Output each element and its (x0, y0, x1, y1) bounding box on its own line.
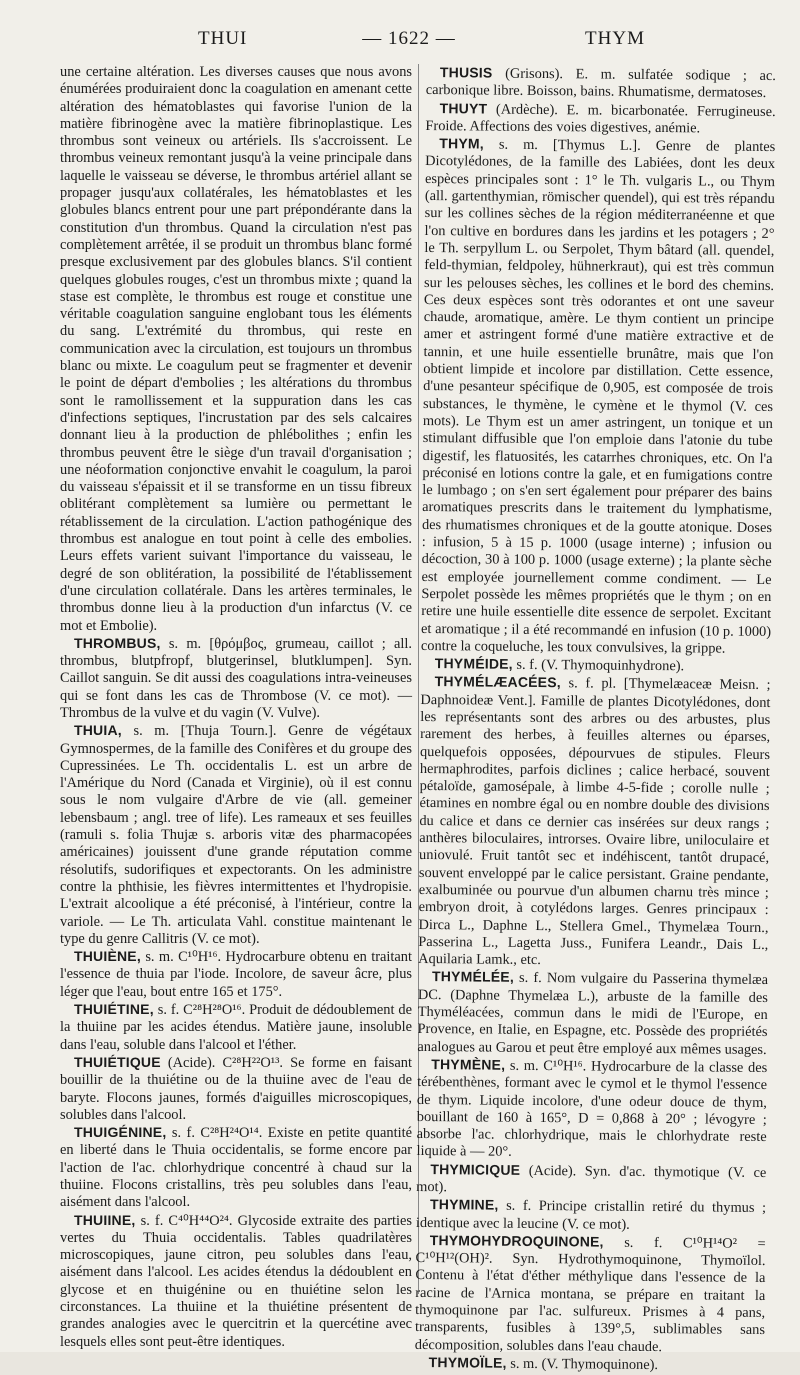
entry-headword: THUIÉTIQUE (74, 1053, 161, 1070)
entry-headword: THROMBUS, (74, 634, 161, 651)
entry-thuietique (60, 1054, 412, 1124)
page-header (58, 28, 760, 58)
header-right-guideword: THYM (585, 28, 645, 49)
entry-text: (Acide). C²⁸H²²O¹³. Se forme en faisant bouillir de la thuiétine ou de la thuiine avec de l'eau de baryte. Flocons jaunes, formés d'aiguilles microscopiques, solubles dans l'alcool. (60, 1054, 412, 1123)
entry-thuiene (60, 948, 412, 1001)
entry-headword: THYMÉLÆACÉES, (434, 673, 561, 691)
entry-text: s. f. Principe cristallin retiré du thymus ; identique avec la leucine (V. ce mot). (415, 1197, 767, 1233)
right-column (414, 64, 776, 1374)
entry-headword: THYMINE, (429, 1196, 499, 1213)
entry-headword: THUYT (439, 99, 488, 117)
entry-text: s. m. [Thuja Tourn.]. Genre de végétaux Gymnospermes, de la famille des Conifères et du groupe des Cupressinées. Le Th. occidentalis L. est un arbre de l'Amérique du Nord (Canada et Virginie), où il est connu sous le nom vulgaire d'Arbre de vie (all. gemeiner lebensbaum ; angl. tree of life). Les rameaux et ses feuilles (ramuli s. folia Thujæ s. arboris vitæ des pharmacopées américaines) jouissent d'une grande réputation comme résolutifs, sudorifiques et expectorants. On les administre contre la phthisie, les fièvres intermittentes et l'hydropisie. L'extrait alcoolique a été préconisé, à l'intérieur, contre la variole. — Le Th. articulata Vahl. constitue maintenant le type du genre Callitris (V. ce mot). (60, 723, 412, 947)
entry-text: s. f. C²⁸H²⁸O¹⁶. Produit de dédoublement de la thuiine par les acides étendus. Matière jaune, insoluble dans l'eau, soluble dans l'alcool et l'éther. (60, 1002, 412, 1053)
header-left-guideword: THUI (198, 28, 248, 49)
entry-text: s. m. (V. Thymoquinone). (506, 1355, 659, 1374)
entry-text: s. m. C¹⁰H¹⁶. Hydrocarbure obtenu en traitant l'essence de thuia par l'iode. Incolore, de saveur âcre, plus léger que l'eau, bout entre 165 et 175°. (60, 949, 412, 1000)
entry-headword: THUIINE, (74, 1211, 136, 1228)
entry-text: une certaine altération. Les diverses causes que nous avons énumérées produiraient donc la coagulation en amenant cette altération des hématoblastes qui favorise l'union de la matière fibrinogène avec la matière fibrinoplastique. Les thrombus sont veineux ou artériels. Ils s'accroissent. Le thrombus veineux remontant jusqu'à la veine principale dans laquelle le vaisseau se déverse, le thrombus artériel allant se propager jusqu'aux collatérales, les hématoblastes et les globules blancs entrent pour une part prépondérante dans la constitution d'un thrombus. Quand la circulation n'est pas complètement arrêtée, il se produit un thrombus blanc formé presque exclusivement par des globules blancs. S'il contient quelques globules rouges, c'est un thrombus mixte ; quand la stase est complète, le thrombus est rouge et constitue une véritable coagulation sanguine englobant tous les éléments du sang. L'extrémité du thrombus, qui reste en communication avec la circulation, est toujours un thrombus blanc ou mixte. Le coagulum peut se fragmenter et devenir le point de départ d'embolies ; les altérations du thrombus sont le ramollissement et la suppuration dans les cas d'infections septiques, l'incrustation par des sels calcaires donnant lieu à la production de phlébolithes ; enfin les thrombus peuvent être le siège d'un travail d'organisation ; une néoformation conjonctive envahit le coagulum, la paroi du vaisseau s'épaissit et il se transforme en un tissu fibreux oblitérant complètement sa lumière ou permettant le rétablissement de la circulation. L'action pathogénique des thrombus est analogue en tout point à celle des embolies. Leurs effets varient suivant l'importance du vaisseau, le degré de son oblitération, la possibilité de l'établissement d'une circulation collatérale. Dans les artères terminales, le thrombus donne lieu à la production d'un infarctus (V. ce mot et Embolie). (60, 64, 413, 634)
entry-thymicique (416, 1161, 766, 1200)
entry-headword: THYMOHYDROQUINONE, (429, 1231, 604, 1250)
entry-thuigenine (60, 1124, 412, 1211)
entry-thymelee (417, 968, 768, 1059)
entry-text: s. f. C²⁸H²⁴O¹⁴. Existe en petite quantité en liberté dans le Thuia occidentalis, se forme encore par l'action de l'ac. chlorhydrique concentré à chaud sur la thuiine. Flocons cristallins, très peu solubles dans l'eau, aisément dans l'alcool. (60, 1125, 412, 1211)
entry-thuiine (60, 1212, 412, 1351)
entry-headword: THUSIS (439, 64, 493, 81)
entry-headword: THYMOÏLE, (428, 1354, 507, 1371)
entry-text: s. f. pl. [Thymelæaceæ Meisn. ; Daphnoideæ Vent.]. Famille de plantes Dicotylédones, dont les représentants sont des arbres ou des arbustes, plus rarement des herbes, à feuilles alternes ou éparses, quelquefois opposées, dépourvues de stipules. Fleurs hermaphrodites, parfois diclines ; calice herbacé, souvent pétaloïde, gamosépale, à limbe 4-5-fide ; corolle nulle ; étamines en nombre égal ou en nombre double des divisions du calice et dans ce dernier cas insérées sur deux rangs ; anthères biloculaires, introrses. Ovaire libre, uniloculaire et uniovulé. Fruit tantôt sec et indéhiscent, tantôt drupacé, souvent enveloppé par le calice persistant. Graine pendante, exalbuminée ou pourvue d'un albumen charnu très mince ; embryon droit, à cotylédons larges. Genres principaux : Dirca L., Daphne L., Stellera Gmel., Thymelæa Tourn., Passerina L., Lagetta Juss., Funifera Leandr., Dais L., Aquilaria Lamk., etc. (418, 675, 771, 969)
entry-text: s. m. C¹⁰H¹⁶. Hydrocarbure de la classe des térébenthènes, formant avec le cymol et le thymol l'essence de thym. Liquide incolore, d'une odeur douce de thym, bouillant de 160 à 165°, D = 0,868 à 20° ; lévogyre ; absorbe l'ac. chlorhydrique, mais le chlorhydrate reste liquide à — 20°. (416, 1057, 768, 1161)
left-column (60, 64, 413, 1350)
entry-thym (421, 135, 776, 658)
entry-thusis (426, 64, 776, 103)
entry-text: s. f. C¹⁰H¹⁴O² = C¹⁰H¹²(OH)². Syn. Hydrothymoquinone, Thymoïlol. Contenu à l'état d'éther méthylique dans l'essence de la racine de l'Arnica montana, se prépare en traitant la thymoquinone par l'ac. sulfureux. Prismes à 4 pans, transparents, fusibles à 139°,5, sublimables sans décomposition, solubles dans l'eau chaude. (414, 1234, 766, 1355)
entry-headword: THYMÉLÉE, (431, 968, 515, 986)
entry-headword: THYMÈNE, (431, 1056, 506, 1073)
entry-thymine (416, 1196, 766, 1235)
entry-headword: THYM, (439, 135, 484, 152)
entry-thymene (416, 1056, 767, 1164)
entry-headword: THUIGÉNINE, (74, 1124, 167, 1141)
entry-thuietine (60, 1001, 412, 1054)
entry-thuia (60, 722, 412, 948)
entry-text: (Ardèche). E. m. bicarbonatée. Ferrugineuse. Froide. Affections des voies digestives, anémie. (425, 101, 776, 137)
entry-thymelaeacees (418, 673, 771, 971)
entry-headword: THUIÈNE, (74, 948, 141, 965)
entry-text: (Acide). Syn. d'ac. thymotique (V. ce mot). (416, 1162, 767, 1196)
entry-headword: THUIA, (74, 722, 122, 739)
entry-thymohydroquinone (415, 1232, 766, 1357)
page-number: — 1622 — (362, 28, 456, 49)
entry-headword: THYMICIQUE (430, 1160, 521, 1178)
entry-headword: THYMÉIDE, (434, 655, 513, 672)
entry-text: s. m. [Thymus L.]. Genre de plantes Dicotylédones, de la famille des Labiées, dont les deux espèces principales sont : 1° le Th. vulgaris L., ou Thym (all. gartenthymian, römischer quendel), qui est très répandu sur les collines sèches de la région méditerranéenne et que l'on cultive en bordures dans les jardins et les potagers ; 2° le Th. serpyllum L. ou Serpolet, Thym bâtard (all. quendel, feld-thymian, feldpoley, hühnerkraut), qui est très commun sur les pelouses sèches, les collines et le bord des chemins. Ces deux espèces sont très odorantes et ont une saveur chaude, aromatique, amère. Le thym contient un principe amer et astringent formé d'une matière extractive et de tannin, et une huile essentielle brunâtre, mais que l'on obtient limpide et incolore par distillation. Cette essence, d'une pesanteur spécifique de 0,905, est composée de trois substances, le thymène, le cymène et le thymol (V. ces mots). Le Thym est un amer astringent, un tonique et un stimulant diffusible que l'on emploie dans l'atonie du tube digestif, les flatuosités, les catarrhes chroniques, etc. On l'a préconisé en lotions contre la gale, et en fumigations contre le lumbago ; on s'en sert également pour préparer des bains aromatiques prescrits dans le traitement du lymphatisme, des rhumatismes chroniques et de la goutte atonique. Doses : infusion, 5 à 15 p. 1000 (usage interne) ; infusion ou décoction, 30 à 100 p. 1000 (usage externe) ; la plante sèche est employée journellement comme condiment. — Le Serpolet possède les mêmes propriétés que le thym ; on en retire une huile essentielle dite essence de serpolet. Excitant et aromatique ; il a été recommandé en infusion (10 p. 1000) contre la coqueluche, les toux convulsives, la grippe. (420, 136, 776, 657)
entry-thrombus-continued (60, 64, 412, 635)
entry-text: s. f. C⁴⁰H⁴⁴O²⁴. Glycoside extraite des parties vertes du Thuia occidentalis. Tables quadrilatères microscopiques, jaune citron, peu solubles dans l'eau, aisément dans l'alcool. Les acides étendus la dédoublent en glycose et en thuigénine ou en thuiétine selon les circonstances. La thuiine et la thuiétine présentent de grandes analogies avec le quercitrin et la quercétine avec lesquels elles sont peut-être identiques. (60, 1212, 412, 1350)
entry-text: s. m. [θρόμβος, grumeau, caillot ; all. thrombus, blutpfropf, blutgerinsel, blutklumpen]. Syn. Caillot sanguin. Se dit aussi des coagulations intra-veineuses qui se font dans les cas de Thrombose (V. ce mot). — Thrombus de la vulve et du vagin (V. Vulve). (60, 635, 412, 721)
entry-text: s. f. (V. Thymoquinhydrone). (512, 656, 685, 675)
entry-thuyt (425, 100, 775, 139)
entry-headword: THUIÉTINE, (74, 1001, 154, 1018)
entry-text: s. f. Nom vulgaire du Passerina thymelæa DC. (Daphne Thymelæa L.), arbuste de la famille des Thyméléacées, commun dans le midi de l'Europe, en Provence, en Italie, en Espagne, etc. Possède des propriétés analogues au Garou et peut être employé aux mêmes usages. (417, 970, 769, 1058)
entry-text: (Grisons). E. m. sulfatée sodique ; ac. carbonique libre. Boisson, bains. Rhumatisme, dermatoses. (425, 65, 776, 102)
entry-thymoile (415, 1354, 765, 1375)
entry-thrombus (60, 635, 412, 722)
